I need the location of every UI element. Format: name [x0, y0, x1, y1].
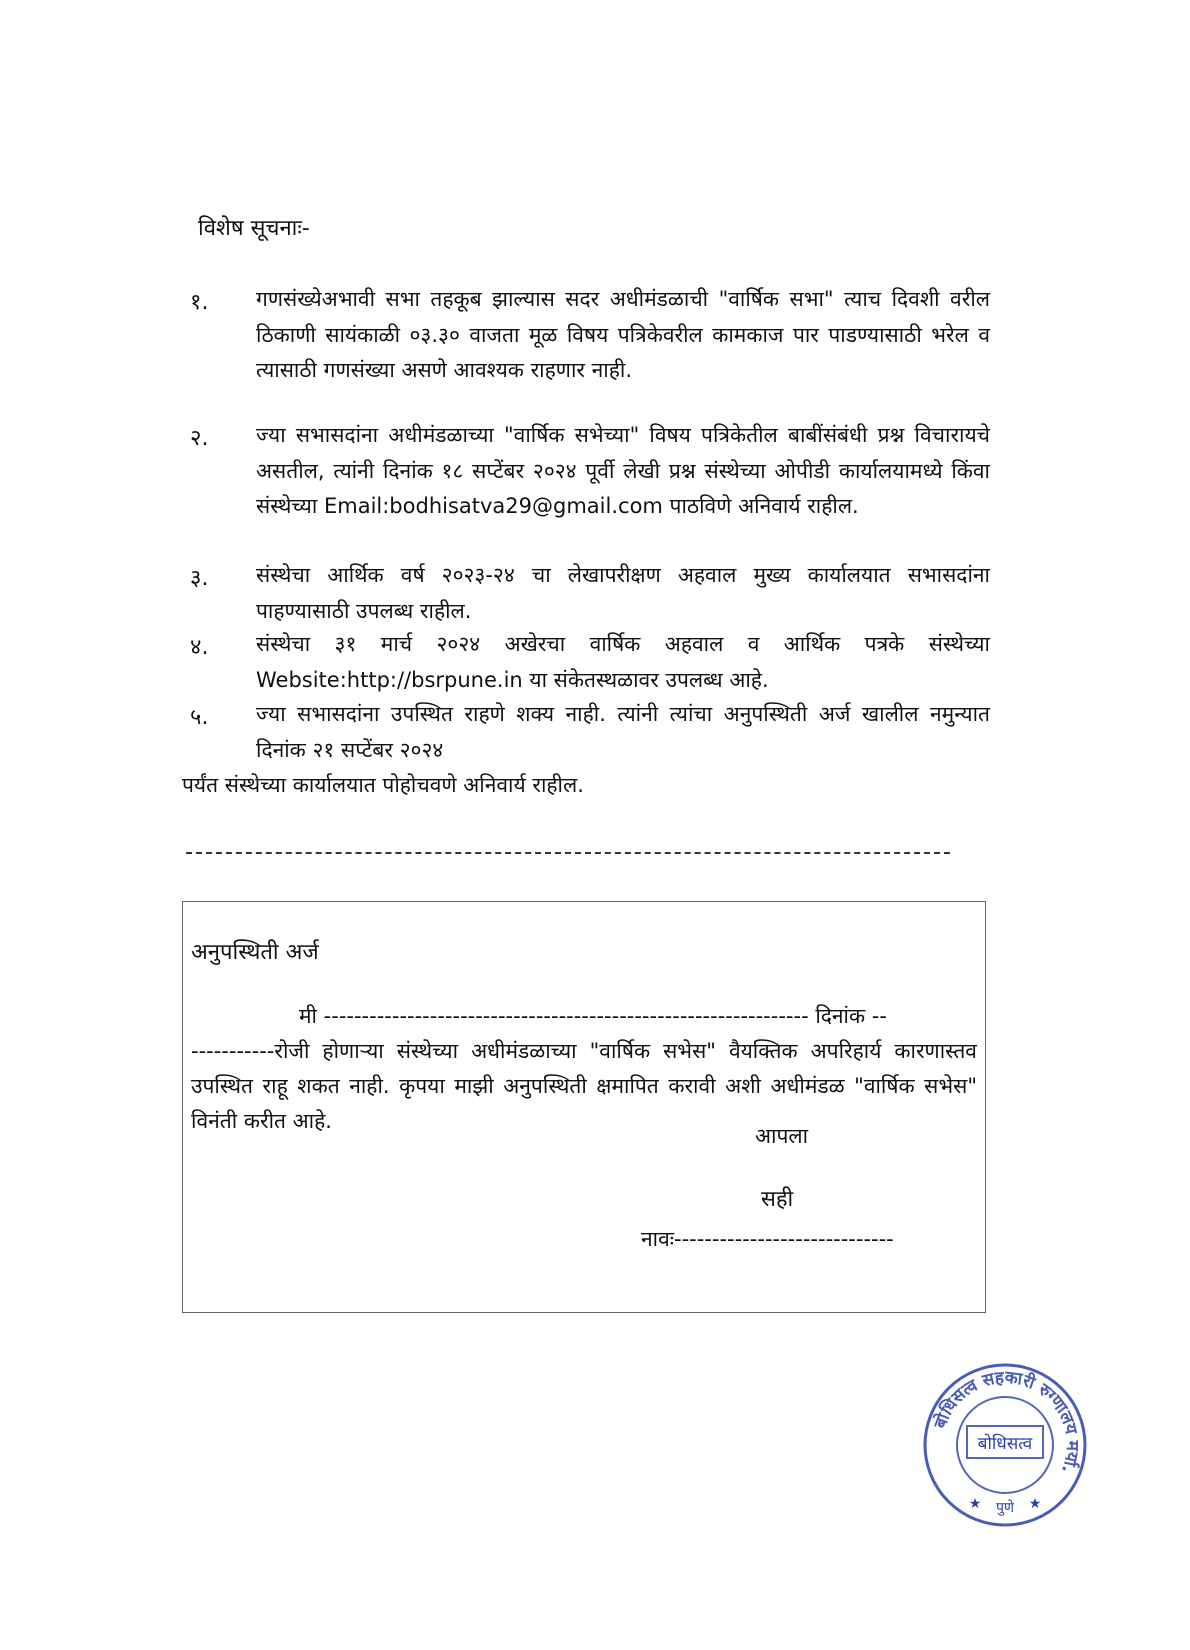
item-number: ४. [190, 635, 209, 660]
item-number: २. [190, 426, 209, 451]
item-text: गणसंख्येअभावी सभा तहकूब झाल्यास सदर अधीमंडळाची "वार्षिक सभा" त्याच दिवशी वरील ठिकाणी सायंकाळी ०३.३० वाजता मूळ विषय पत्रिकेवरील कामकाज पार पाडण्यासाठी भरेल व त्यासाठी गणसंख्या असणे आवश्यक राहणार नाही. [256, 287, 990, 382]
item-text: संस्थेचा ३१ मार्च २०२४ अखेरचा वार्षिक अहवाल व आर्थिक पत्रके संस्थेच्या Website:http://bsrpune.in या संकेतस्थळावर उपलब्ध आहे. [256, 632, 990, 692]
svg-text:★: ★ [968, 1496, 982, 1512]
svg-text:★: ★ [1028, 1496, 1042, 1512]
notice-tail-text: पर्यंत संस्थेच्या कार्यालयात पोहोचवणे अनिवार्य राहील. [182, 773, 584, 797]
form-closing: आपला [755, 1124, 809, 1148]
notice-heading: विशेष सूचनाः- [198, 216, 310, 241]
absence-form-box [182, 901, 986, 1313]
item-text: ज्या सभासदांना अधीमंडळाच्या "वार्षिक सभेच्या" विषय पत्रिकेतील बाबींसंबंधी प्रश्न विचारायचे असतील, त्यांनी दिनांक १८ सप्टेंबर २०२४ पूर्वी लेखी प्रश्न संस्थेच्या ओपीडी कार्यालयामध्ये किंवा संस्थेच्या Email:bodhisatva29@gmail.com पाठविणे अनिवार्य राहील. [256, 423, 990, 518]
list-item [190, 282, 990, 418]
list-item [190, 558, 990, 627]
list-item [190, 697, 990, 767]
notice-list [190, 282, 990, 767]
form-body-text: -----------रोजी होणाऱ्या संस्थेच्या अधीमंडळाच्या "वार्षिक सभेस" वैयक्तिक अपरिहार्य कारणास्तव उपस्थित राहू शकत नाही. कृपया माझी अनुपस्थिती क्षमापित करावी अशी अधीमंडळ "वार्षिक सभेस" विनंती करीत आहे. [191, 1039, 977, 1133]
stamp-seal-icon [920, 1360, 1090, 1530]
list-item [190, 627, 990, 697]
form-signature-label: सही [761, 1187, 794, 1212]
list-item [190, 418, 990, 558]
stamp-center-text: बोधिसत्व [977, 1434, 1033, 1454]
form-name-field: नावः----------------------------- [641, 1227, 894, 1251]
item-text: ज्या सभासदांना उपस्थित राहणे शक्य नाही. त्यांनी त्यांचा अनुपस्थिती अर्ज खालील नमुन्यात दिनांक २१ सप्टेंबर २०२४ [256, 702, 990, 762]
stamp-ring-text: बोधिसत्व सहकारी रुग्णालय मर्या. [930, 1367, 1083, 1477]
item-number: ५. [190, 705, 209, 730]
form-body [191, 999, 977, 1139]
dashed-divider [186, 852, 950, 854]
form-line-name-date: मी ---------------------------------------------------------------- दिनांक -- [299, 1004, 887, 1028]
item-number: ३. [190, 566, 209, 591]
item-number: १. [190, 290, 209, 315]
form-title: अनुपस्थिती अर्ज [191, 940, 319, 965]
stamp-place-text: पुणे [995, 1500, 1015, 1516]
item-text: संस्थेचा आर्थिक वर्ष २०२३-२४ चा लेखापरीक्षण अहवाल मुख्य कार्यालयात सभासदांना पाहण्यासाठी उपलब्ध राहील. [256, 563, 990, 623]
organization-stamp [920, 1360, 1090, 1530]
